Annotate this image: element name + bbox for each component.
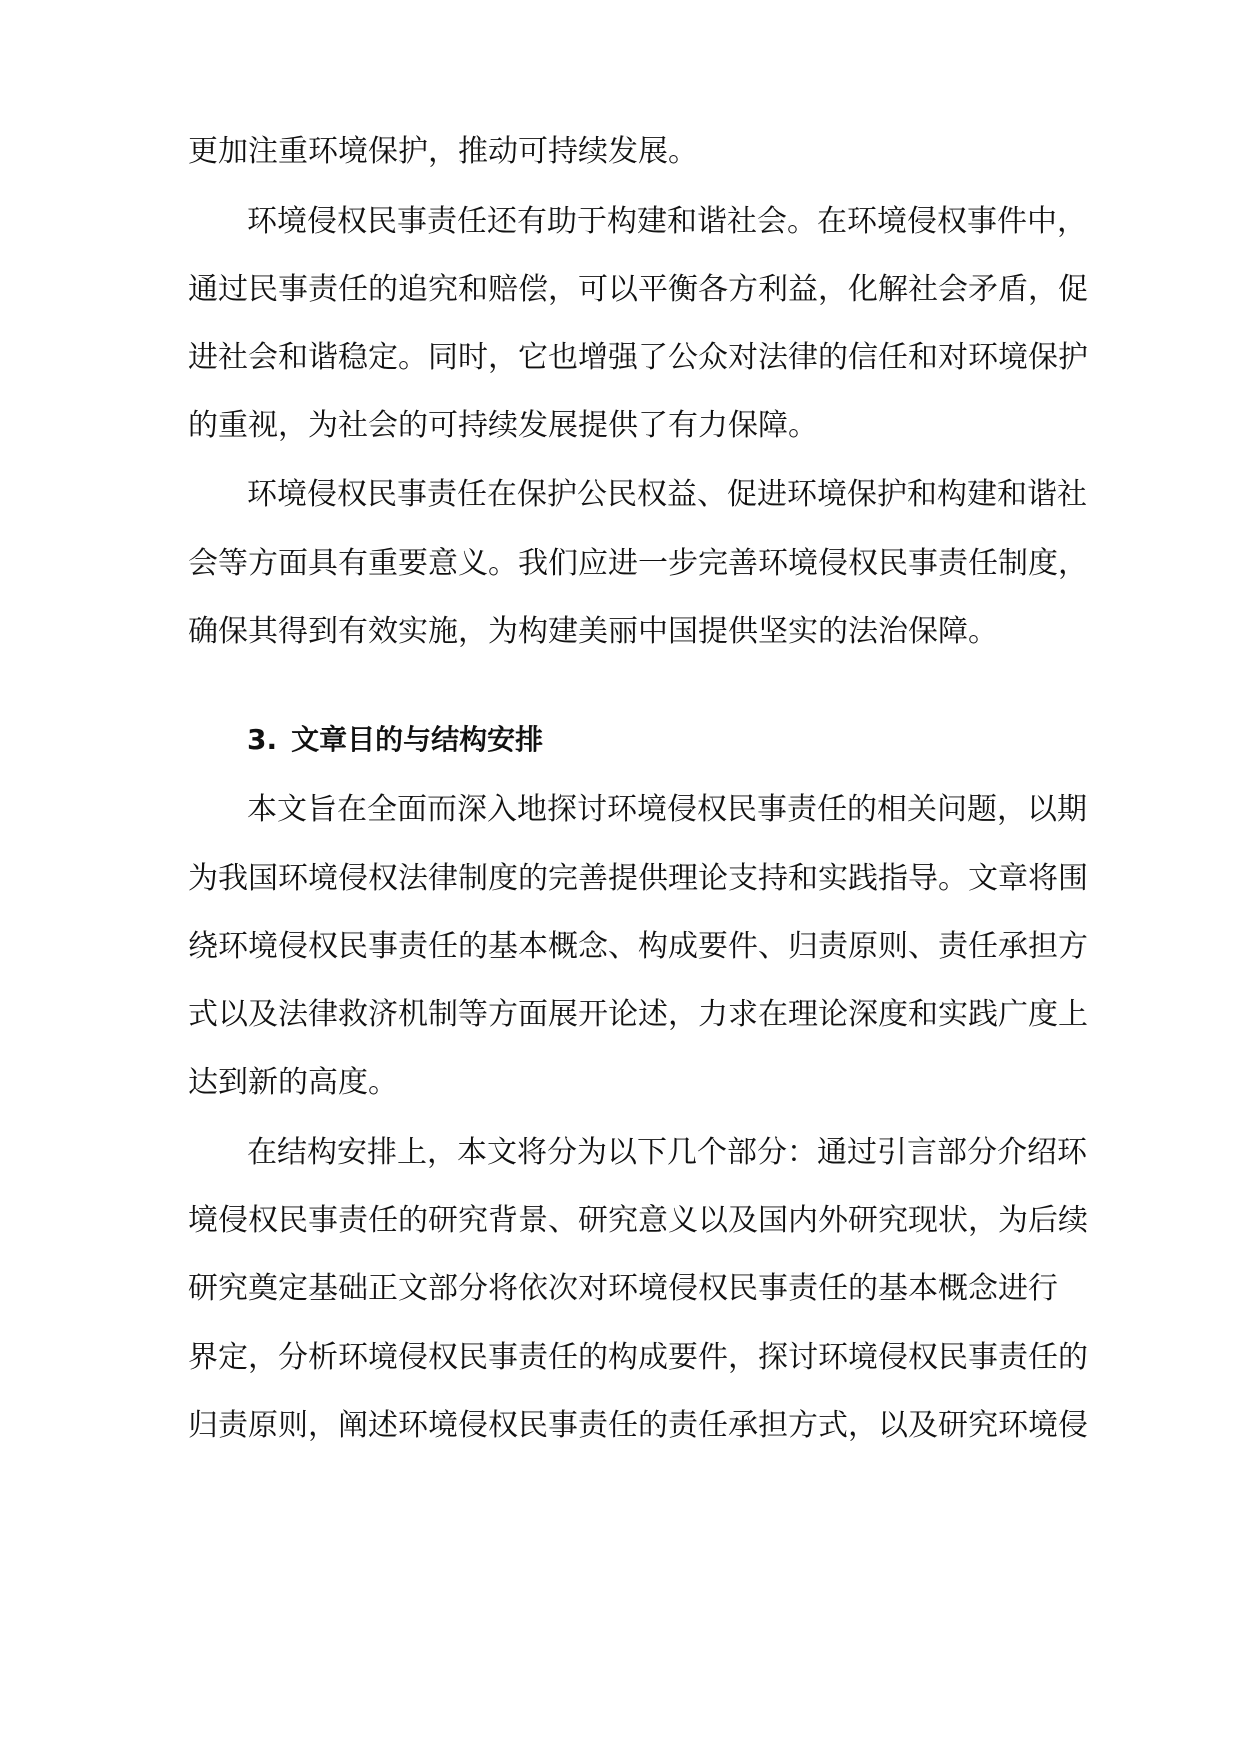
paragraph-line: 更加注重环境保护，推动可持续发展。 (188, 134, 698, 169)
paragraph-line: 环境侵权民事责任还有助于构建和谐社会。在环境侵权事件中， (247, 204, 1087, 239)
paragraph-line: 式以及法律救济机制等方面展开论述，力求在理论深度和实践广度上 (188, 997, 1088, 1032)
paragraph-line: 达到新的高度。 (188, 1065, 398, 1100)
paragraph-line: 会等方面具有重要意义。我们应进一步完善环境侵权民事责任制度， (188, 546, 1088, 581)
paragraph-line: 绕环境侵权民事责任的基本概念、构成要件、归责原则、责任承担方 (188, 929, 1088, 964)
paragraph-line: 确保其得到有效实施，为构建美丽中国提供坚实的法治保障。 (188, 614, 998, 649)
paragraph-line: 本文旨在全面而深入地探讨环境侵权民事责任的相关问题，以期 (247, 792, 1087, 827)
paragraph-line: 境侵权民事责任的研究背景、研究意义以及国内外研究现状，为后续 (188, 1203, 1088, 1238)
paragraph-line: 通过民事责任的追究和赔偿，可以平衡各方利益，化解社会矛盾，促 (188, 272, 1088, 307)
paragraph-line: 的重视，为社会的可持续发展提供了有力保障。 (188, 408, 818, 443)
paragraph-line: 环境侵权民事责任在保护公民权益、促进环境保护和构建和谐社 (247, 477, 1087, 512)
section-title: 文章目的与结构安排 (291, 723, 544, 756)
paragraph-line: 为我国环境侵权法律制度的完善提供理论支持和实践指导。文章将围 (188, 861, 1088, 896)
section-number: 3. (247, 723, 278, 756)
paragraph-line: 进社会和谐稳定。同时，它也增强了公众对法律的信任和对环境保护 (188, 340, 1088, 375)
paragraph-line: 在结构安排上，本文将分为以下几个部分：通过引言部分介绍环 (247, 1135, 1087, 1170)
section-heading (247, 720, 543, 760)
paragraph-line: 界定，分析环境侵权民事责任的构成要件，探讨环境侵权民事责任的 (188, 1340, 1088, 1375)
paragraph-line: 研究奠定基础正文部分将依次对环境侵权民事责任的基本概念进行 (188, 1271, 1058, 1306)
paragraph-line: 归责原则，阐述环境侵权民事责任的责任承担方式，以及研究环境侵 (188, 1408, 1088, 1443)
